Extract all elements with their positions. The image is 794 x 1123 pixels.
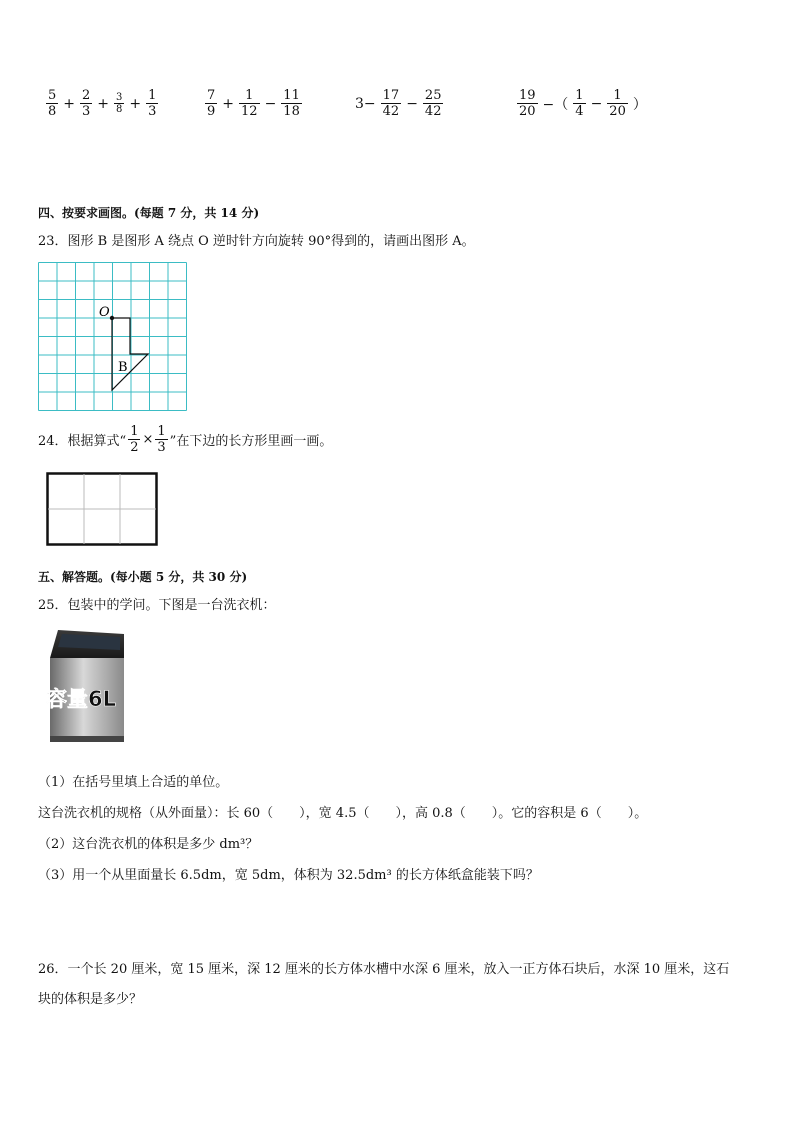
q24-prefix: 24．根据算式“ [38, 434, 127, 449]
fraction: $\frac{1}{3}$ [148, 88, 157, 119]
operator: 3− [355, 95, 376, 112]
operator: − [264, 95, 277, 112]
fraction: $\frac{19}{20}$ [519, 88, 536, 119]
expression-3 [352, 88, 445, 119]
question-23-text: 23．图形 B 是图形 A 绕点 O 逆时针方向旋转 90°得到的，请画出图形 A。 [38, 234, 475, 249]
fraction: $\frac{1}{20}$ [609, 88, 626, 119]
fraction: $\frac{1}{12}$ [241, 88, 258, 119]
fraction: $\frac{5}{8}$ [48, 88, 57, 119]
operator: + [129, 95, 142, 112]
section-5-heading: 五、解答题。(每小题 5 分，共 30 分) [38, 570, 248, 584]
expression-2 [203, 88, 304, 119]
operator: − [406, 95, 418, 112]
operator: + [97, 95, 110, 112]
q25-part-1-detail: 这台洗衣机的规格（从外面量）：长 60（ ），宽 4.5（ ），高 0.8（ ）。它的容积是 6（ ）。 [38, 806, 648, 821]
times-sign: × [142, 432, 154, 447]
fraction: $\frac{17}{42}$ [382, 88, 400, 119]
operator: −（ [542, 96, 569, 113]
washer-capacity-label: 容量6L [46, 687, 116, 711]
fraction: $\frac{2}{3}$ [82, 88, 91, 119]
q25-part-3: （3）用一个从里面量长 6.5dm，宽 5dm，体积为 32.5dm³ 的长方体纸盒能装下吗？ [38, 868, 539, 883]
operator: ） [632, 96, 647, 113]
expression-4 [515, 88, 650, 119]
q24-fraction-2: $\frac{1}{3}$ [157, 424, 166, 455]
figure-b-label: B [118, 360, 128, 375]
q25-part-1: （1）在括号里填上合适的单位。 [38, 775, 229, 790]
q24-fraction-1: $\frac{1}{2}$ [130, 424, 139, 455]
fraction: $\frac{11}{18}$ [283, 88, 300, 119]
figure-b-shape [112, 318, 148, 390]
question-24-text [38, 424, 332, 455]
question-25-text: 25．包装中的学问。下图是一台洗衣机： [38, 598, 276, 613]
question-26-line-2: 块的体积是多少？ [38, 992, 143, 1007]
operator: − [590, 95, 603, 112]
fraction: $\frac{25}{42}$ [424, 88, 442, 119]
q24-suffix: ”在下边的长方形里画一画。 [169, 434, 333, 449]
fraction: $\frac{1}{4}$ [575, 88, 584, 119]
point-o-label: O [99, 305, 110, 320]
section-4-heading: 四、按要求画图。(每题 7 分，共 14 分) [38, 206, 260, 220]
operator: + [222, 95, 235, 112]
drawing-rectangle[interactable] [46, 472, 158, 546]
q25-part-2: （2）这台洗衣机的体积是多少 dm³？ [38, 837, 259, 852]
question-26-line-1: 26．一个长 20 厘米，宽 15 厘米，深 12 厘米的长方体水槽中水深 6 厘米，放入一正方体石块后，水深 10 厘米，这石 [38, 962, 730, 977]
rotation-grid-figure[interactable] [38, 262, 188, 412]
fraction: $\frac{3}{8}$ [116, 92, 123, 115]
fraction: $\frac{7}{9}$ [207, 88, 216, 119]
point-o-dot [110, 316, 114, 320]
washing-machine-image [44, 628, 128, 746]
expression-1 [44, 88, 160, 119]
operator: + [63, 95, 76, 112]
